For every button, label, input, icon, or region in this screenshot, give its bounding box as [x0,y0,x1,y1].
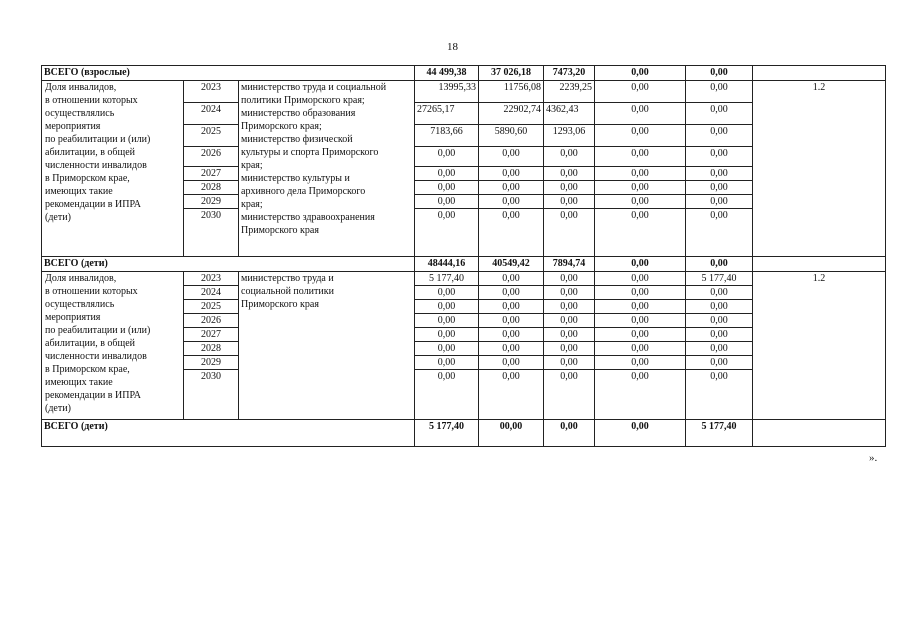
total-adults-value: 7473,20 [544,66,595,81]
amount-cell: 0,00 [544,167,595,181]
amount-cell: 0,00 [479,167,544,181]
total-children-value: 5 177,40 [686,420,753,447]
year-cell: 2028 [184,181,239,195]
year-cell: 2030 [184,370,239,420]
year-cell: 2025 [184,300,239,314]
total-adults-value: 37 026,18 [479,66,544,81]
amount-cell: 0,00 [479,300,544,314]
amount-cell: 0,00 [686,147,753,167]
total-children-value: 48444,16 [415,257,479,272]
amount-cell: 0,00 [595,314,686,328]
reference-cell: 1.2 [753,81,886,257]
amount-cell: 0,00 [479,370,544,420]
empty-cell [753,420,886,447]
amount-cell: 0,00 [479,342,544,356]
amount-cell: 0,00 [595,272,686,286]
amount-cell: 0,00 [479,328,544,342]
amount-cell: 0,00 [415,328,479,342]
amount-cell: 0,00 [686,314,753,328]
amount-cell: 0,00 [415,167,479,181]
amount-cell: 0,00 [595,125,686,147]
year-cell: 2026 [184,314,239,328]
amount-cell: 0,00 [544,286,595,300]
total-children-value: 0,00 [595,257,686,272]
year-cell: 2025 [184,125,239,147]
amount-cell: 0,00 [479,286,544,300]
total-children-value: 40549,42 [479,257,544,272]
page-number: 18 [447,41,458,53]
amount-cell: 0,00 [479,147,544,167]
amount-cell: 0,00 [686,342,753,356]
total-children-row [42,420,886,447]
year-row [42,81,886,103]
amount-cell: 0,00 [595,181,686,195]
amount-cell: 0,00 [544,147,595,167]
amount-cell: 0,00 [595,328,686,342]
year-cell: 2030 [184,209,239,257]
amount-cell: 0,00 [544,370,595,420]
amount-cell: 0,00 [595,370,686,420]
empty-cell [753,257,886,272]
amount-cell: 27265,17 [415,103,479,125]
total-children-value: 5 177,40 [415,420,479,447]
amount-cell: 0,00 [686,103,753,125]
total-children-value: 0,00 [544,420,595,447]
amount-cell: 0,00 [544,328,595,342]
amount-cell: 0,00 [415,181,479,195]
amount-cell: 13995,33 [415,81,479,103]
amount-cell: 0,00 [479,314,544,328]
total-adults-row [42,66,886,81]
amount-cell: 4362,43 [544,103,595,125]
year-cell: 2029 [184,195,239,209]
year-cell: 2026 [184,147,239,167]
amount-cell: 0,00 [479,195,544,209]
amount-cell: 0,00 [595,195,686,209]
total-children-value: 7894,74 [544,257,595,272]
amount-cell: 0,00 [686,209,753,257]
amount-cell: 0,00 [686,286,753,300]
amount-cell: 0,00 [544,272,595,286]
year-row [42,272,886,286]
amount-cell: 0,00 [686,370,753,420]
indicator-description: Доля инвалидов, в отношении которых осуществлялись мероприятия по реабилитации и (или) абилитации, в общей численности инвалидов в Приморском крае, имеющих такие рекомендации в ИПРА (дети) [42,272,184,420]
amount-cell: 0,00 [415,195,479,209]
amount-cell: 5 177,40 [686,272,753,286]
budget-table [41,65,886,447]
amount-cell: 0,00 [544,181,595,195]
amount-cell: 0,00 [544,209,595,257]
amount-cell: 2239,25 [544,81,595,103]
amount-cell: 0,00 [686,125,753,147]
amount-cell: 0,00 [686,195,753,209]
amount-cell: 11756,08 [479,81,544,103]
amount-cell: 5890,60 [479,125,544,147]
amount-cell: 0,00 [479,181,544,195]
amount-cell: 0,00 [479,272,544,286]
total-adults-label: ВСЕГО (взрослые) [42,66,415,81]
year-cell: 2024 [184,286,239,300]
amount-cell: 5 177,40 [415,272,479,286]
amount-cell: 0,00 [595,356,686,370]
amount-cell: 0,00 [686,356,753,370]
year-cell: 2028 [184,342,239,356]
year-cell: 2027 [184,167,239,181]
total-adults-value: 44 499,38 [415,66,479,81]
amount-cell: 0,00 [595,300,686,314]
year-cell: 2024 [184,103,239,125]
amount-cell: 0,00 [479,209,544,257]
amount-cell: 0,00 [686,181,753,195]
amount-cell: 0,00 [415,147,479,167]
total-children-row [42,257,886,272]
amount-cell: 0,00 [595,103,686,125]
total-adults-value: 0,00 [595,66,686,81]
total-children-value: 00,00 [479,420,544,447]
indicator-description: Доля инвалидов, в отношении которых осуществлялись мероприятия по реабилитации и (или) абилитации, в общей численности инвалидов в Приморском крае, имеющих такие рекомендации в ИПРА (дети) [42,81,184,257]
total-adults-value: 0,00 [686,66,753,81]
year-cell: 2023 [184,81,239,103]
empty-cell [753,66,886,81]
year-cell: 2023 [184,272,239,286]
total-children-label: ВСЕГО (дети) [42,420,415,447]
total-children-value: 0,00 [595,420,686,447]
amount-cell: 0,00 [415,286,479,300]
amount-cell: 0,00 [544,356,595,370]
amount-cell: 0,00 [415,300,479,314]
amount-cell: 0,00 [595,167,686,181]
amount-cell: 0,00 [479,356,544,370]
amount-cell: 0,00 [415,370,479,420]
amount-cell: 0,00 [686,81,753,103]
total-children-label: ВСЕГО (дети) [42,257,415,272]
responsible-executors: министерство труда и социальной политики Приморского края [239,272,415,420]
amount-cell: 0,00 [415,209,479,257]
amount-cell: 1293,06 [544,125,595,147]
amount-cell: 7183,66 [415,125,479,147]
amount-cell: 0,00 [595,147,686,167]
responsible-executors: министерство труда и социальной политики Приморского края; министерство образования Приморского края; министерство физической культуры и спорта Приморского края; министерство культуры и архивного дела Приморского края; министерство здравоохранения Приморского края [239,81,415,257]
amount-cell: 0,00 [544,314,595,328]
year-cell: 2027 [184,328,239,342]
amount-cell: 0,00 [415,314,479,328]
amount-cell: 0,00 [595,81,686,103]
closing-quote: ». [869,452,878,464]
total-children-value: 0,00 [686,257,753,272]
amount-cell: 0,00 [595,342,686,356]
amount-cell: 0,00 [415,342,479,356]
amount-cell: 0,00 [544,342,595,356]
reference-cell: 1.2 [753,272,886,420]
amount-cell: 0,00 [686,167,753,181]
amount-cell: 0,00 [686,328,753,342]
amount-cell: 0,00 [544,300,595,314]
amount-cell: 0,00 [595,286,686,300]
amount-cell: 0,00 [595,209,686,257]
amount-cell: 0,00 [544,195,595,209]
amount-cell: 0,00 [686,300,753,314]
amount-cell: 22902,74 [479,103,544,125]
amount-cell: 0,00 [415,356,479,370]
year-cell: 2029 [184,356,239,370]
